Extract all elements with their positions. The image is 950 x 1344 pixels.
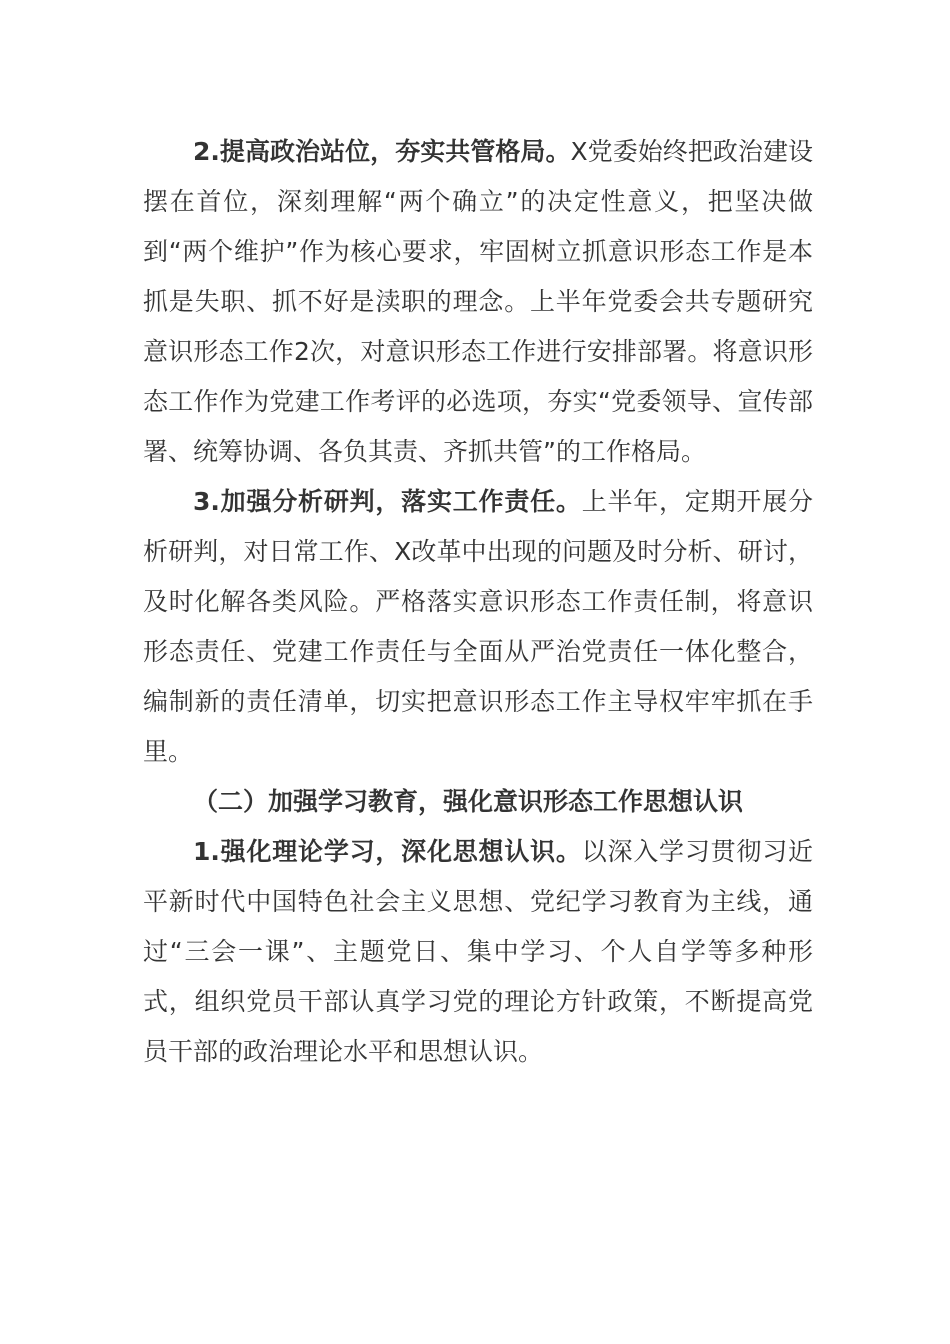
paragraph-text: X党委始终把政治建设摆在首位，深刻理解“两个确立”的决定性意义，把坚决做到“两个维护”作为核心要求，牢固树立抓意识形态工作是本抓是失职、抓不好是渎职的理念。上半年党委会共专题研究意识形态工作2次，对意识形态工作进行安排部署。将意识形态工作作为党建工作考评的必选项，夯实“党委领导、宣传部署、统筹协调、各负其责、齐抓共管”的工作格局。	[143, 137, 813, 466]
paragraph-text: 以深入学习贯彻习近平新时代中国特色社会主义思想、党纪学习教育为主线，通过“三会一课”、主题党日、集中学习、个人自学等多种形式，组织党员干部认真学习党的理论方针政策，不断提高党员干部的政治理论水平和思想认识。	[143, 837, 813, 1066]
paragraph-theory-study	[143, 827, 813, 1077]
paragraph-text: 上半年，定期开展分析研判，对日常工作、X改革中出现的问题及时分析、研讨，及时化解各类风险。严格落实意识形态工作责任制，将意识形态责任、党建工作责任与全面从严治党责任一体化整合，编制新的责任清单，切实把意识形态工作主导权牢牢抓在手里。	[143, 487, 813, 766]
section-heading: （二）加强学习教育，强化意识形态工作思想认识	[193, 787, 744, 816]
paragraph-analysis-responsibility	[143, 477, 813, 777]
paragraph-lead: 2.提高政治站位，夯实共管格局。	[193, 137, 571, 166]
paragraph-political-position	[143, 127, 813, 477]
paragraph-lead: 1.强化理论学习，深化思想认识。	[193, 837, 582, 866]
document-body	[143, 127, 813, 1077]
paragraph-lead: 3.加强分析研判，落实工作责任。	[193, 487, 582, 516]
